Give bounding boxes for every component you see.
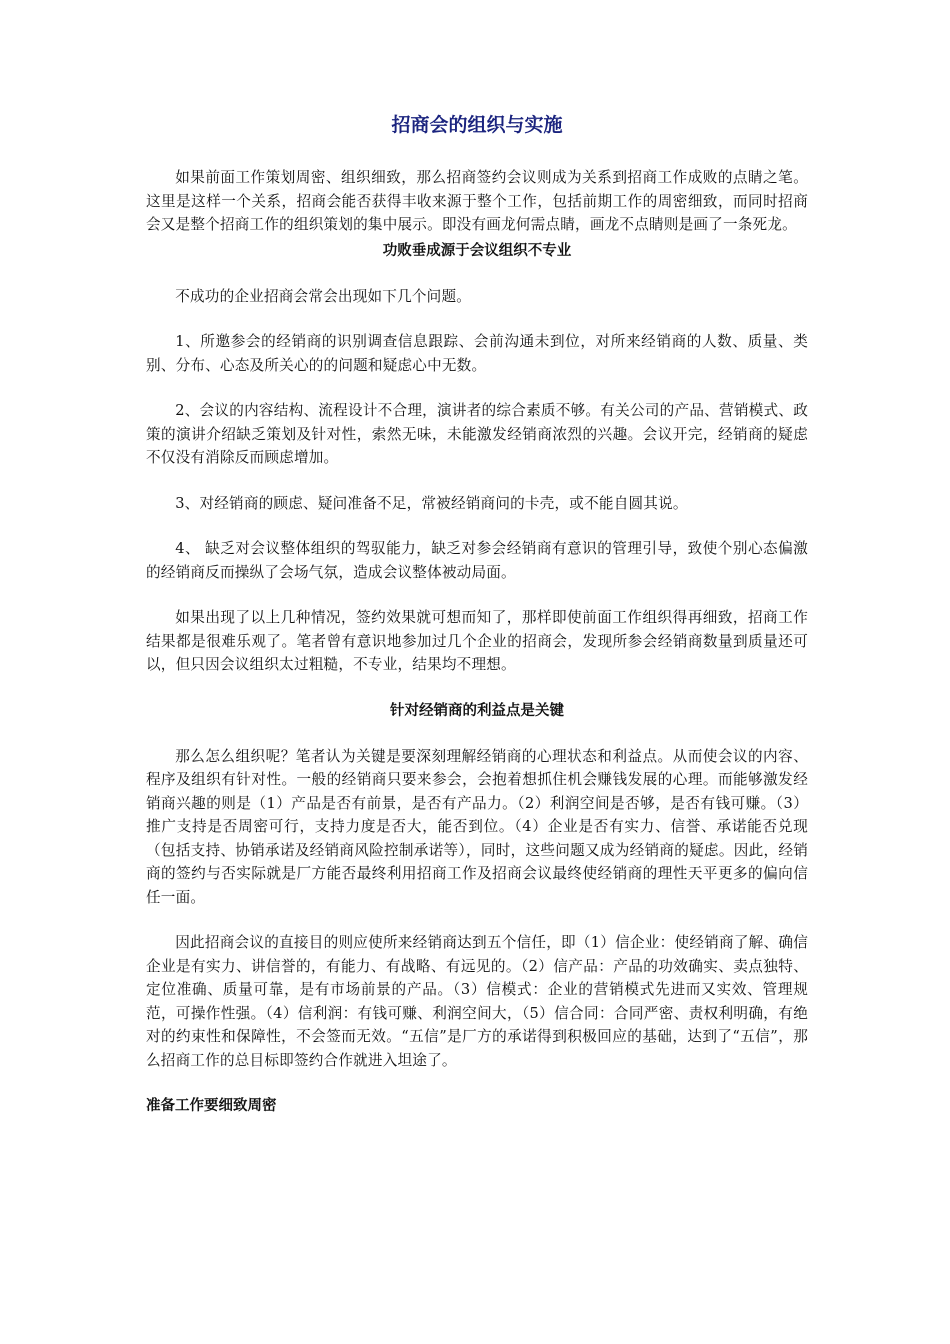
section1-lead: 不成功的企业招商会常会出现如下几个问题。 <box>175 287 472 305</box>
section1-heading: 功败垂成源于会议组织不专业 <box>382 242 572 259</box>
section1-item-3: 3、对经销商的顾虑、疑问准备不足，常被经销商问的卡壳，或不能自圆其说。 <box>175 494 688 512</box>
section3-heading: 准备工作要细致周密 <box>146 1098 277 1114</box>
section1-conclusion: 如果出现了以上几种情况，签约效果就可想而知了，那样即使前面工作组织得再细致，招商工作结果都是很难乐观了。笔者曾有意识地参加过几个企业的招商会，发现所参会经销商数量到质量还可以，但只因会议组织太过粗糙，不专业，结果均不理想。 <box>146 609 808 673</box>
section1-item-4: 4、 缺乏对会议整体组织的驾驭能力，缺乏对参会经销商有意识的管理引导，致使个别心态偏激的经销商反而操纵了会场气氛，造成会议整体被动局面。 <box>146 540 808 581</box>
document-page <box>146 110 808 1118</box>
section2-heading: 针对经销商的利益点是关键 <box>390 702 564 719</box>
section2-paragraph-1: 那么怎么组织呢？笔者认为关键是要深刻理解经销商的心理状态和利益点。从而使会议的内容、程序及组织有针对性。一般的经销商只要来参会，会抱着想抓住机会赚钱发展的心理。而能够激发经销商兴趣的则是（1）产品是否有前景，是否有产品力。（2）利润空间是否够，是否有钱可赚。（3）推广支持是否周密可行，支持力度是否大，能否到位。（4）企业是否有实力、信誉、承诺能否兑现（包括支持、协销承诺及经销商风险控制承诺等），同时，这些问题又成为经销商的疑虑。因此，经销商的签约与否实际就是厂方能否最终利用招商工作及招商会议最终使经销商的理性天平更多的偏向信任一面。 <box>146 747 808 906</box>
section1-item-1: 1、所邀参会的经销商的识别调查信息跟踪、会前沟通未到位，对所来经销商的人数、质量、类别、分布、心态及所关心的的问题和疑虑心中无数。 <box>146 333 808 374</box>
document-title: 招商会的组织与实施 <box>391 114 563 136</box>
intro-paragraph: 如果前面工作策划周密、组织细致，那么招商签约会议则成为关系到招商工作成败的点睛之笔。这里是这样一个关系，招商会能否获得丰收来源于整个工作，包括前期工作的周密细致，而同时招商会又是整个招商工作的组织策划的集中展示。即没有画龙何需点睛，画龙不点睛则是画了一条死龙。 <box>146 169 808 233</box>
section1-item-2: 2、会议的内容结构、流程设计不合理，演讲者的综合素质不够。有关公司的产品、营销模式、政策的演讲介绍缺乏策划及针对性，索然无味，未能激发经销商浓烈的兴趣。会议开完，经销商的疑虑不仅没有消除反而顾虑增加。 <box>146 402 808 466</box>
section2-paragraph-2: 因此招商会议的直接目的则应使所来经销商达到五个信任，即（1）信企业：使经销商了解、确信企业是有实力、讲信誉的，有能力、有战略、有远见的。（2）信产品：产品的功效确实、卖点独特、定位准确、质量可靠，是有市场前景的产品。（3）信模式：企业的营销模式先进而又实效、管理规范，可操作性强。（4）信利润：有钱可赚、利润空间大，（5）信合同：合同严密、责权利明确，有绝对的约束性和保障性，不会签而无效。“五信”是厂方的承诺得到积极回应的基础，达到了“五信”，那么招商工作的总目标即签约合作就进入坦途了。 <box>146 934 808 1069</box>
